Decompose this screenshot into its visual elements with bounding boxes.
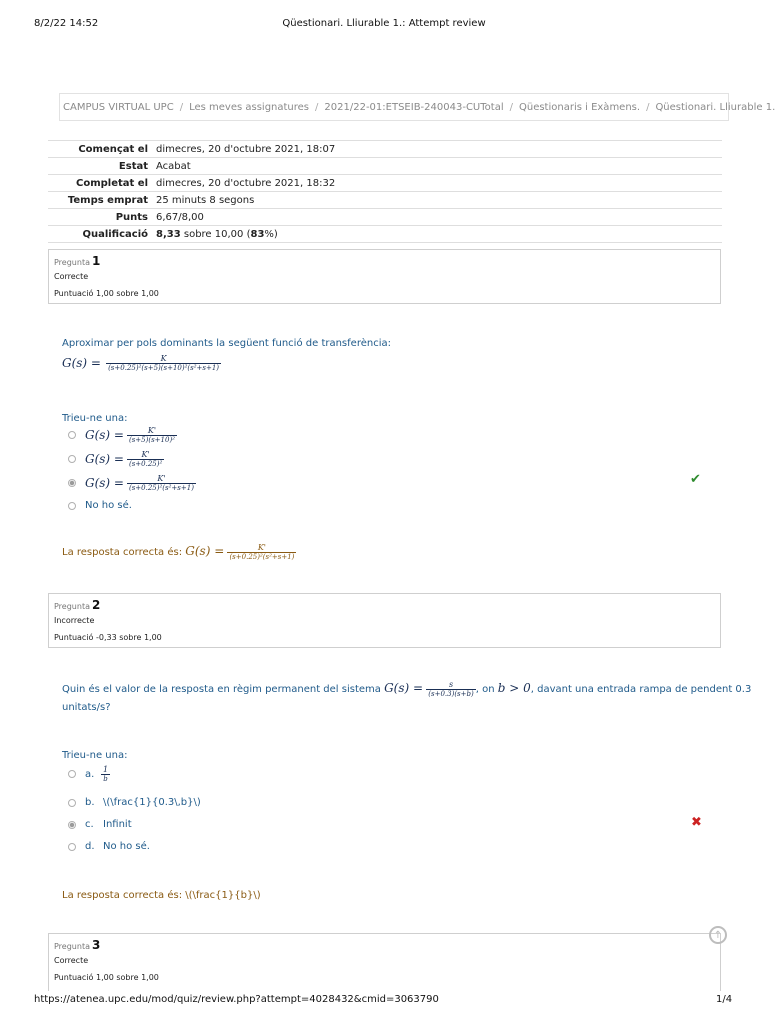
breadcrumb-item-section[interactable]: Qüestionaris i Exàmens. [518,101,641,113]
question-1-formula [62,352,221,372]
breadcrumb-separator: / [179,101,184,113]
formula-fraction [106,354,221,372]
option-denominator: b [103,775,108,783]
option-lhs: G(s) = [85,476,124,490]
question-number [54,938,715,952]
scroll-to-top-icon[interactable]: ↑ [709,926,727,944]
grade-percent: 83 [250,228,265,240]
question-number-value: 2 [91,598,101,612]
question-1-option-4[interactable] [68,500,132,511]
question-2-right-answer: La resposta correcta és: \(\frac{1}{b}\) [62,890,261,901]
summary-value: 6,67/8,00 [152,209,722,226]
radio-button[interactable] [68,799,76,807]
breadcrumb-separator: / [509,101,513,113]
formula-numerator: s [426,680,475,690]
question-label: Pregunta [54,942,90,951]
question-2-prompt-cont: unitats/s? [62,702,111,713]
question-2-prompt [62,680,752,698]
radio-button[interactable] [68,431,76,439]
answer-denominator: (s+0.25)²(s²+s+1) [229,553,295,561]
radio-button[interactable] [68,770,76,778]
summary-value: dimecres, 20 d'octubre 2021, 18:07 [152,141,722,158]
option-numerator: K' [127,426,177,436]
question-mark: Puntuació 1,00 sobre 1,00 [54,289,159,298]
print-footer-page: 1/4 [716,994,733,1005]
option-text: No ho sé. [85,500,132,511]
option-denominator: (s+0.25)²(s²+s+1) [128,484,194,492]
summary-value [152,226,722,243]
question-1-option-3[interactable] [68,474,196,492]
breadcrumb [59,93,775,121]
question-state: Incorrecte [54,616,95,625]
question-info-1 [48,249,721,304]
summary-label: Temps emprat [48,192,152,209]
summary-value: 25 minuts 8 segons [152,192,722,209]
question-2-option-b[interactable] [68,797,201,808]
grade-total: sobre 10,00 ( [180,228,251,240]
question-number-value: 3 [91,938,101,952]
summary-row-completed [48,175,722,192]
question-1-prompt: Aproximar per pols dominants la següent funció de transferència: [62,338,391,349]
formula-condition: b > 0 [497,681,531,695]
question-2-option-d[interactable] [68,841,150,852]
answer-lhs: G(s) = [185,544,225,558]
option-text: \(\frac{1}{0.3\,b}\) [103,797,201,808]
breadcrumb-separator: / [315,101,319,113]
print-datetime: 8/2/22 14:52 [34,18,99,29]
question-mark: Puntuació -0,33 sobre 1,00 [54,633,162,642]
cross-icon: ✖ [691,815,702,830]
summary-label: Començat el [48,141,152,158]
option-fraction [127,450,164,468]
attempt-summary-table [48,140,722,243]
option-denominator: (s+5)(s+10)² [128,436,175,444]
check-icon: ✔ [690,472,701,487]
grade-close: %) [264,228,278,240]
option-text: Infinit [103,819,132,830]
answer-numerator: K' [227,543,296,553]
option-fraction [127,474,196,492]
answer-prefix: La resposta correcta és: [62,547,183,558]
formula-numerator: K [106,354,221,364]
radio-button-selected[interactable] [68,479,76,487]
question-state: Correcte [54,272,89,281]
print-footer-url: https://atenea.upc.edu/mod/quiz/review.php?attempt=4028432&cmid=3063790 [34,994,439,1005]
question-2-option-c[interactable] [68,819,132,830]
option-letter: c. [85,819,94,830]
question-number-value: 1 [91,254,101,268]
radio-button[interactable] [68,843,76,851]
radio-button[interactable] [68,502,76,510]
formula-lhs: G(s) = [62,356,101,370]
question-2-option-a[interactable] [68,765,110,783]
option-letter: a. [85,768,95,780]
question-2-choose: Trieu-ne una: [62,750,128,761]
summary-value: Acabat [152,158,722,175]
breadcrumb-item-campus[interactable]: CAMPUS VIRTUAL UPC [63,101,174,113]
question-state: Correcte [54,956,89,965]
radio-button[interactable] [68,455,76,463]
option-numerator: K' [127,474,196,484]
option-fraction [127,426,177,444]
formula-fraction [426,680,475,698]
option-denominator: (s+0.25)² [128,460,163,468]
summary-label: Qualificació [48,226,152,243]
summary-label: Punts [48,209,152,226]
question-info-3 [48,933,721,991]
print-title: Qüestionari. Lliurable 1.: Attempt review [282,18,486,29]
summary-value: dimecres, 20 d'octubre 2021, 18:32 [152,175,722,192]
option-lhs: G(s) = [85,428,124,442]
summary-row-state [48,158,722,175]
summary-row-marks [48,209,722,226]
question-mark: Puntuació 1,00 sobre 1,00 [54,973,159,982]
question-info-2 [48,593,721,648]
question-1-choose: Trieu-ne una: [62,413,128,424]
formula-denominator: (s+0.25)²(s+5)(s+10)²(s²+s+1) [108,363,220,372]
prompt-text: , on [475,684,495,695]
option-fraction [101,765,110,783]
prompt-text: Quin és el valor de la resposta en règim permanent del sistema [62,684,381,695]
answer-fraction [227,543,296,561]
option-letter: b. [85,797,95,808]
question-number [54,598,715,612]
grade-value: 8,33 [156,228,181,240]
summary-row-grade [48,226,722,243]
breadcrumb-separator: / [646,101,650,113]
radio-button-selected[interactable] [68,821,76,829]
question-1-option-1[interactable] [68,426,177,444]
question-1-option-2[interactable] [68,450,164,468]
summary-row-time [48,192,722,209]
summary-row-started [48,141,722,158]
option-numerator: 1 [103,765,109,774]
question-number [54,254,715,268]
question-1-right-answer [62,543,296,561]
formula-lhs: G(s) = [384,681,424,695]
question-label: Pregunta [54,258,90,267]
option-lhs: G(s) = [85,452,124,466]
summary-label: Estat [48,158,152,175]
breadcrumb-item-courses[interactable]: Les meves assignatures [189,101,310,113]
summary-label: Completat el [48,175,152,192]
formula-denominator: (s+0.3)(s+b) [428,690,474,698]
question-label: Pregunta [54,602,90,611]
breadcrumb-item-quiz[interactable]: Qüestionari. Lliurable 1. [655,101,775,113]
breadcrumb-item-course[interactable]: 2021/22-01:ETSEIB-240043-CUTotal [324,101,504,113]
option-text: No ho sé. [103,841,150,852]
option-letter: d. [85,841,95,852]
option-numerator: K' [127,450,164,460]
prompt-text: , davant una entrada rampa de pendent 0.3 [530,684,752,695]
